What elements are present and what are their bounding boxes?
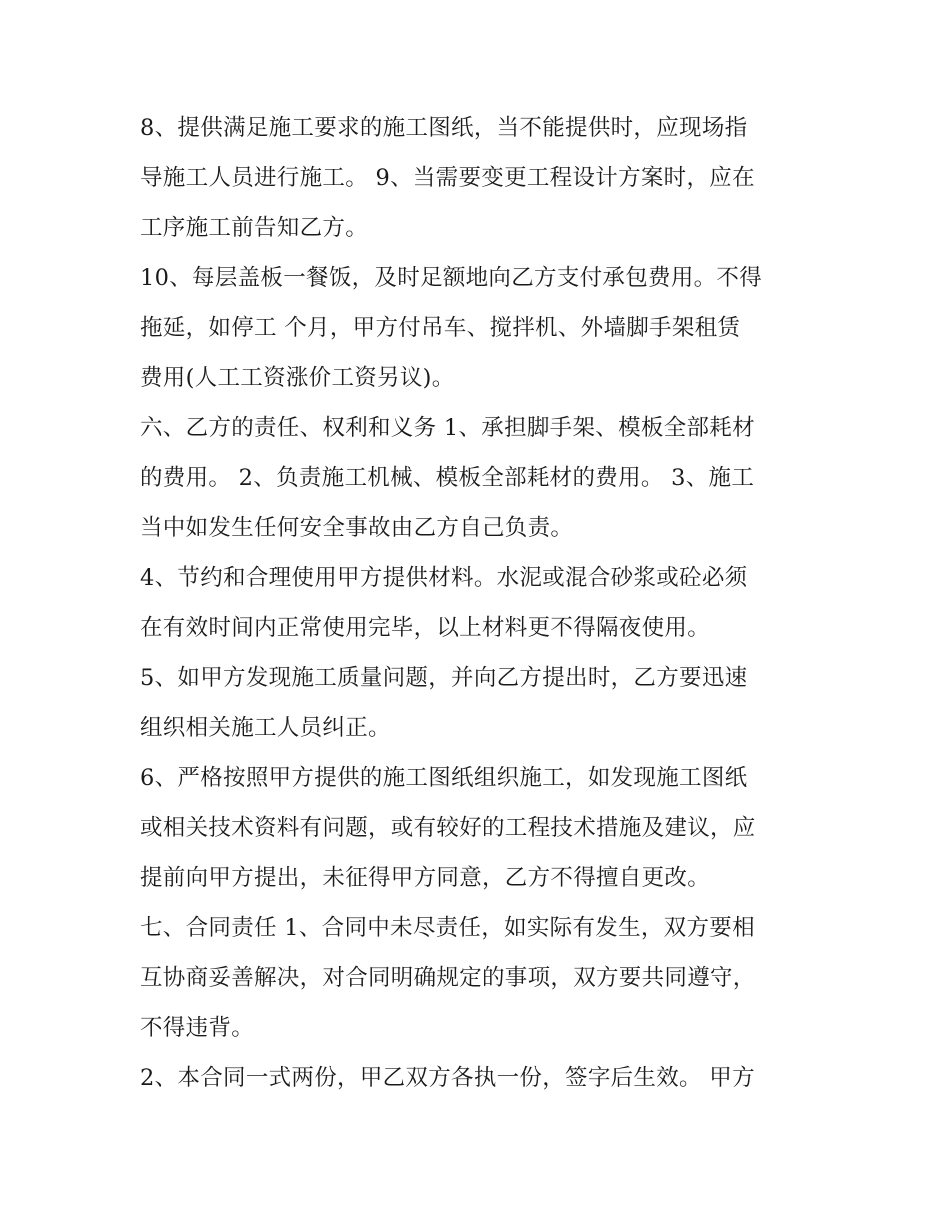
paragraph-clause-6-4 <box>140 553 820 653</box>
text-line: 七、合同责任 1、合同中未尽责任，如实际有发生，双方要相 <box>140 915 755 941</box>
document-page <box>140 103 820 1103</box>
text-line: 8、提供满足施工要求的施工图纸，当不能提供时，应现场指 <box>140 115 748 141</box>
text-line: 拖延，如停工 个月，甲方付吊车、搅拌机、外墙脚手架租赁 <box>140 315 741 341</box>
text-line: 不得违背。 <box>140 1015 255 1041</box>
text-line: 导施工人员进行施工。 9、当需要变更工程设计方案时，应在 <box>140 165 755 191</box>
text-line: 工序施工前告知乙方。 <box>140 215 369 241</box>
paragraph-clause-10 <box>140 253 820 403</box>
text-line: 费用(人工工资涨价工资另议)。 <box>140 365 455 391</box>
text-line: 六、乙方的责任、权利和义务 1、承担脚手架、模板全部耗材 <box>140 415 755 441</box>
paragraph-clause-8-9 <box>140 103 820 253</box>
text-line: 5、如甲方发现施工质量问题，并向乙方提出时，乙方要迅速 <box>140 665 748 691</box>
text-line: 提前向甲方提出，未征得甲方同意，乙方不得擅自更改。 <box>140 865 711 891</box>
text-line: 的费用。 2、负责施工机械、模板全部耗材的费用。 3、施工 <box>140 465 755 491</box>
paragraph-section-7 <box>140 903 820 1053</box>
text-line: 当中如发生任何安全事故由乙方自己负责。 <box>140 515 574 541</box>
text-line: 组织相关施工人员纠正。 <box>140 715 391 741</box>
text-line: 6、严格按照甲方提供的施工图纸组织施工，如发现施工图纸 <box>140 765 748 791</box>
text-line: 或相关技术资料有问题，或有较好的工程技术措施及建议，应 <box>140 815 756 841</box>
text-line: 在有效时间内正常使用完毕，以上材料更不得隔夜使用。 <box>140 615 711 641</box>
paragraph-clause-6-6 <box>140 753 820 903</box>
paragraph-section-6 <box>140 403 820 553</box>
text-line: 互协商妥善解决，对合同明确规定的事项，双方要共同遵守， <box>140 965 756 991</box>
paragraph-clause-7-2 <box>140 1053 820 1103</box>
text-line: 10、每层盖板一餐饭，及时足额地向乙方支付承包费用。不得 <box>140 265 763 291</box>
text-line: 2、本合同一式两份，甲乙双方各执一份，签字后生效。 甲方 <box>140 1065 755 1091</box>
text-line: 4、节约和合理使用甲方提供材料。水泥或混合砂浆或砼必须 <box>140 565 748 591</box>
paragraph-clause-6-5 <box>140 653 820 753</box>
